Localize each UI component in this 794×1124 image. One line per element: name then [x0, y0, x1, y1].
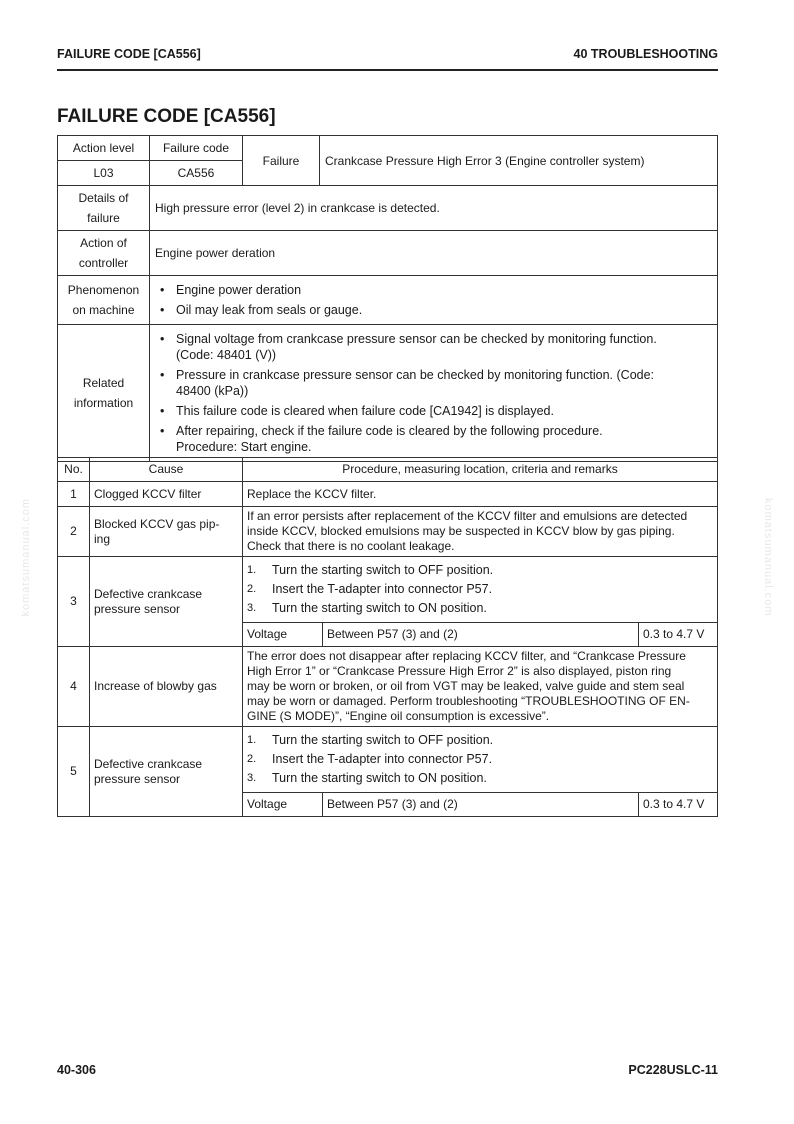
model-number: PC228USLC-11 [628, 1063, 718, 1077]
list-item: • This failure code is cleared when failure code [CA1942] is displayed. [155, 403, 712, 419]
row-number: 5 [58, 727, 90, 817]
list-item: 1. Turn the starting switch to OFF position. [247, 563, 494, 577]
row-cause: Defective crankcase pressure sensor [90, 727, 243, 817]
table-row [58, 727, 718, 793]
row-cause: Defective crankcase pressure sensor [90, 557, 243, 647]
measurement-label: Voltage [243, 623, 323, 647]
list-item: • Signal voltage from crankcase pressure sensor can be checked by monitoring function. (Code: 48401 (V)) [155, 331, 712, 363]
row-procedure-steps [243, 557, 718, 623]
action-level-label: Action level [58, 136, 150, 161]
header-section-title: FAILURE CODE [CA556] [57, 47, 201, 61]
failure-info-table [57, 135, 718, 462]
failure-code-label: Failure code [150, 136, 243, 161]
failure-label: Failure [243, 136, 320, 186]
phenomenon-row [58, 276, 718, 325]
table-row [58, 557, 718, 623]
page-title: FAILURE CODE [CA556] [57, 106, 276, 127]
action-level-value: L03 [58, 161, 150, 186]
row-cause: Clogged KCCV filter [90, 482, 243, 507]
row-number: 1 [58, 482, 90, 507]
related-list [150, 325, 718, 462]
measurement-value: 0.3 to 4.7 V [639, 793, 718, 817]
page-number: 40-306 [57, 1063, 96, 1077]
details-label: Details of failure [58, 186, 150, 231]
measurement-label: Voltage [243, 793, 323, 817]
list-item: • Pressure in crankcase pressure sensor can be checked by monitoring function. (Code: 48400 (kPa)) [155, 367, 712, 399]
list-item: • Engine power deration [155, 282, 712, 298]
related-row [58, 325, 718, 462]
related-label: Related information [58, 325, 150, 462]
action-row [58, 231, 718, 276]
causes-header-row [58, 458, 718, 482]
row-number: 3 [58, 557, 90, 647]
causes-table [57, 457, 718, 817]
measurement-value: 0.3 to 4.7 V [639, 623, 718, 647]
list-item: • After repairing, check if the failure code is cleared by the following procedure. Procedure: Start engine. [155, 423, 712, 455]
page-header [57, 47, 718, 71]
page-footer [57, 1063, 718, 1077]
list-item: • Oil may leak from seals or gauge. [155, 302, 712, 318]
details-text: High pressure error (level 2) in crankcase is detected. [150, 186, 718, 231]
row-procedure: Replace the KCCV filter. [243, 482, 718, 507]
details-row [58, 186, 718, 231]
row-cause: Increase of blowby gas [90, 647, 243, 727]
measurement-location: Between P57 (3) and (2) [323, 793, 639, 817]
failure-code-value: CA556 [150, 161, 243, 186]
phenomenon-label: Phenomenon on machine [58, 276, 150, 325]
action-label: Action of controller [58, 231, 150, 276]
list-item: 2. Insert the T-adapter into connector P57. [247, 582, 493, 596]
row-procedure: The error does not disappear after replacing KCCV filter, and “Crankcase Pressure High Error 1” or “Crankcase Pressure High Error 2” is also displayed, piston ring may be worn or broken, or oil from VGT may be leaked, valve guide and stem seal may be worn or damaged. Perform troubleshooting “TROUBLESHOOTING OF EN- GINE (S MODE)”, “Engine oil consumption is excessive”. [243, 647, 718, 727]
col-header-no: No. [58, 458, 90, 482]
list-item: 3. Turn the starting switch to ON position. [247, 601, 487, 615]
table-row [58, 482, 718, 507]
watermark-left: komatsumanual.com [20, 498, 32, 617]
row-number: 2 [58, 507, 90, 557]
list-item: 1. Turn the starting switch to OFF position. [247, 733, 494, 747]
table-row [58, 507, 718, 557]
row-cause: Blocked KCCV gas pip- ing [90, 507, 243, 557]
measurement-location: Between P57 (3) and (2) [323, 623, 639, 647]
row-number: 4 [58, 647, 90, 727]
phenomenon-list [150, 276, 718, 325]
header-chapter-title: 40 TROUBLESHOOTING [573, 47, 718, 61]
watermark-right: komatsumanual.com [762, 498, 774, 617]
table-row [58, 647, 718, 727]
failure-description: Crankcase Pressure High Error 3 (Engine controller system) [320, 136, 718, 186]
action-text: Engine power deration [150, 231, 718, 276]
col-header-cause: Cause [90, 458, 243, 482]
list-item: 3. Turn the starting switch to ON position. [247, 771, 487, 785]
info-header-row [58, 136, 718, 161]
row-procedure-steps [243, 727, 718, 793]
col-header-procedure: Procedure, measuring location, criteria and remarks [243, 458, 718, 482]
list-item: 2. Insert the T-adapter into connector P57. [247, 752, 493, 766]
row-procedure: If an error persists after replacement of the KCCV filter and emulsions are detected inside KCCV, blocked emulsions may be suspected in KCCV blow by gas piping. Check that there is no coolant leakage. [243, 507, 718, 557]
